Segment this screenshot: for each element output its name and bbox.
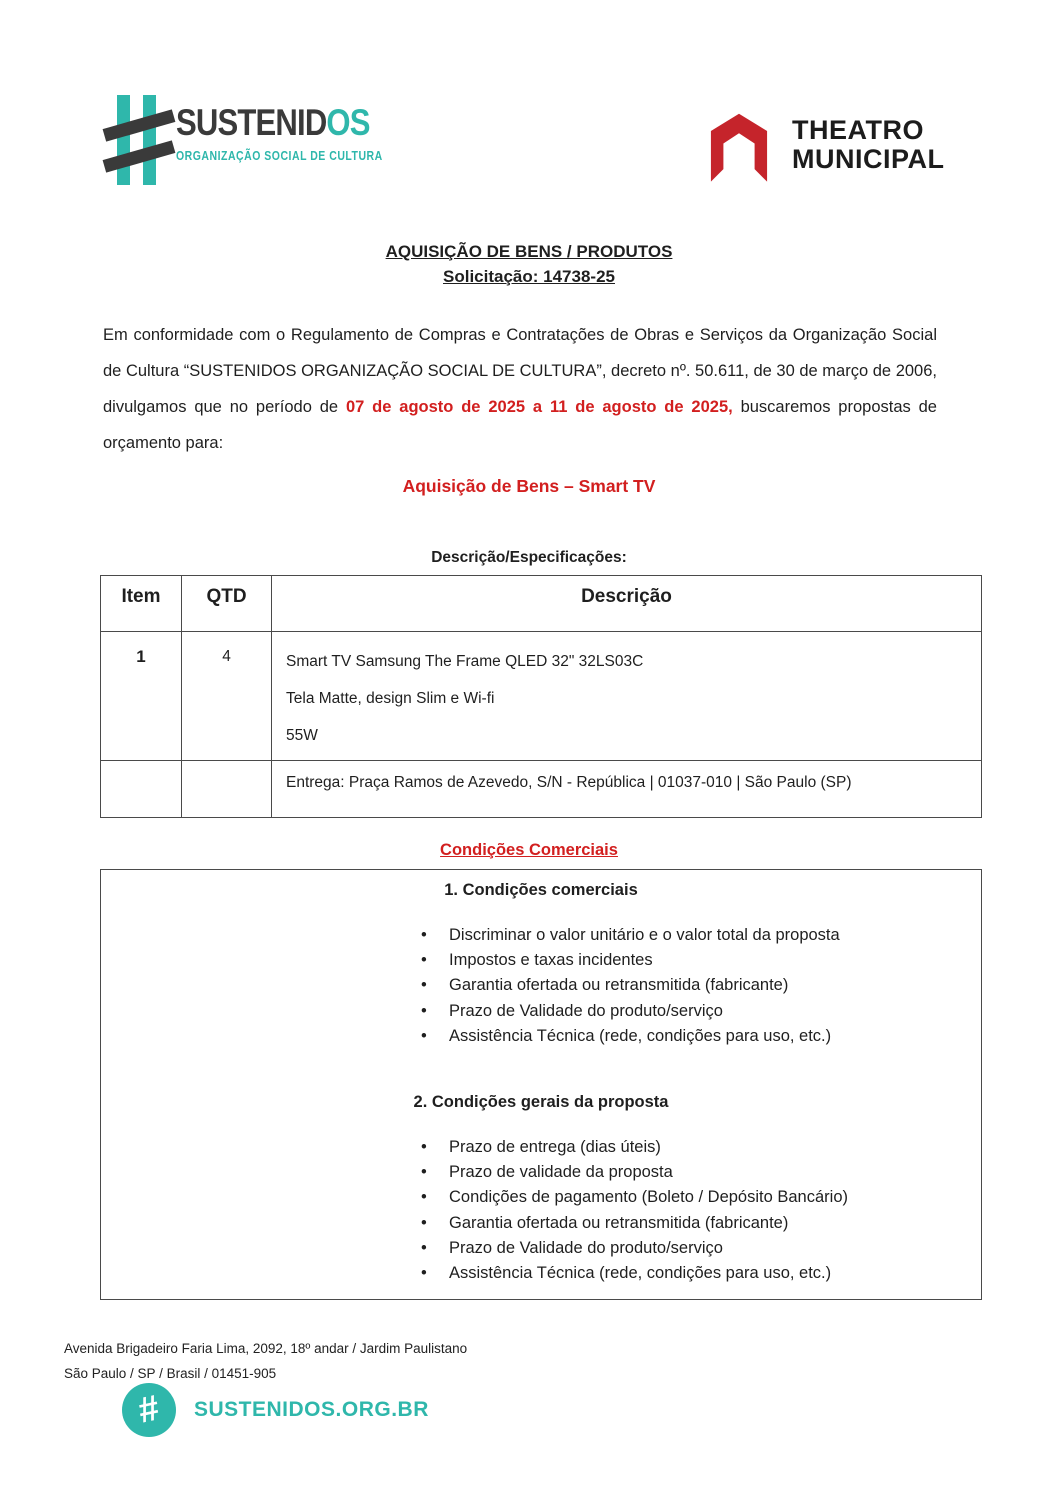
- conditions-heading-text: Condições Comerciais: [440, 841, 618, 859]
- footer-website: SUSTENIDOS.ORG.BR: [194, 1398, 429, 1421]
- item-number: 1: [101, 632, 182, 761]
- condition-item: • Prazo de entrega (dias úteis): [419, 1135, 981, 1160]
- theatro-arch-icon: [700, 103, 778, 187]
- address-line2: São Paulo / SP / Brasil / 01451-905: [64, 1366, 277, 1381]
- condition-item: • Discriminar o valor unitário e o valor total da proposta: [419, 923, 981, 948]
- title-line2: Solicitação: 14738-25: [443, 267, 615, 286]
- col-header-descricao: Descrição: [272, 576, 982, 632]
- description-line: Smart TV Samsung The Frame QLED 32" 32LS03C: [286, 653, 644, 670]
- sustenidos-word-main: SUSTENID: [176, 102, 327, 143]
- condition-item: • Condições de pagamento (Boleto / Depósito Bancário): [419, 1185, 981, 1210]
- intro-part2: buscaremos propostas de orçamento para:: [103, 398, 937, 452]
- sustenidos-wordmark: [176, 95, 383, 163]
- condition-item: • Assistência Técnica (rede, condições para uso, etc.): [419, 1261, 981, 1286]
- condition-item: • Prazo de Validade do produto/serviço: [419, 1236, 981, 1261]
- hashtag-icon: [108, 95, 170, 185]
- intro-date-range: 07 de agosto de 2025 a 11 de agosto de 2025,: [345, 398, 733, 416]
- hashtag-circle-icon: [122, 1383, 176, 1437]
- conditions-section2-title: 2. Condições gerais da proposta: [413, 1093, 669, 1112]
- footer-logo: [122, 1383, 429, 1437]
- theatro-wordmark: [792, 116, 945, 174]
- item-qty-empty: [182, 761, 272, 818]
- condition-item: • Impostos e taxas incidentes: [419, 948, 981, 973]
- delivery-address: Entrega: Praça Ramos de Azevedo, S/N - República | 01037-010 | São Paulo (SP): [272, 761, 982, 818]
- col-header-item: Item: [101, 576, 182, 632]
- condition-item: • Assistência Técnica (rede, condições para uso, etc.): [419, 1024, 981, 1049]
- sustenidos-word-accent: OS: [326, 102, 370, 143]
- sustenidos-subtitle: ORGANIZAÇÃO SOCIAL DE CULTURA: [176, 149, 383, 163]
- title-line1: AQUISIÇÃO DE BENS / PRODUTOS: [385, 242, 673, 261]
- footer-address: [64, 1336, 467, 1386]
- address-line1: Avenida Brigadeiro Faria Lima, 2092, 18º andar / Jardim Paulistano: [64, 1341, 468, 1356]
- spec-table: [100, 575, 982, 818]
- table-row: [101, 761, 982, 818]
- theatro-municipal-logo: [700, 103, 945, 187]
- document-title: [0, 239, 1058, 289]
- description-line: Tela Matte, design Slim e Wi-fi: [286, 690, 495, 707]
- table-header-row: [101, 576, 982, 632]
- condition-item: • Garantia ofertada ou retransmitida (fabricante): [419, 1211, 981, 1236]
- subject-heading: Aquisição de Bens – Smart TV: [402, 476, 656, 496]
- theatro-line2: MUNICIPAL: [792, 144, 945, 174]
- description-line: 55W: [286, 727, 318, 744]
- condition-item: • Prazo de Validade do produto/serviço: [419, 999, 981, 1024]
- item-qty: 4: [182, 632, 272, 761]
- conditions-list-2: [419, 1135, 981, 1286]
- conditions-heading: [0, 841, 1058, 860]
- spec-heading: Descrição/Especificações:: [431, 549, 627, 566]
- col-header-qtd: QTD: [182, 576, 272, 632]
- item-number-empty: [101, 761, 182, 818]
- item-description: [272, 632, 982, 761]
- conditions-box: [100, 869, 982, 1300]
- theatro-line1: THEATRO: [792, 115, 924, 145]
- table-row: [101, 632, 982, 761]
- intro-paragraph: [103, 317, 937, 461]
- condition-item: • Prazo de validade da proposta: [419, 1160, 981, 1185]
- conditions-section1-title: 1. Condições comerciais: [444, 881, 638, 899]
- sustenidos-logo: [108, 95, 422, 185]
- condition-item: • Garantia ofertada ou retransmitida (fabricante): [419, 973, 981, 998]
- conditions-list-1: [419, 923, 981, 1049]
- intro-part1: Em conformidade com o Regulamento de Compras e Contratações de Obras e Serviços da Organização Social de Cultura “SUSTENIDOS ORGANIZAÇÃO SOCIAL DE CULTURA”, decreto nº. 50.611, de 30 de março de 2006, divulgamos que no período de: [103, 326, 937, 416]
- hashtag-glyph: #: [134, 1385, 163, 1431]
